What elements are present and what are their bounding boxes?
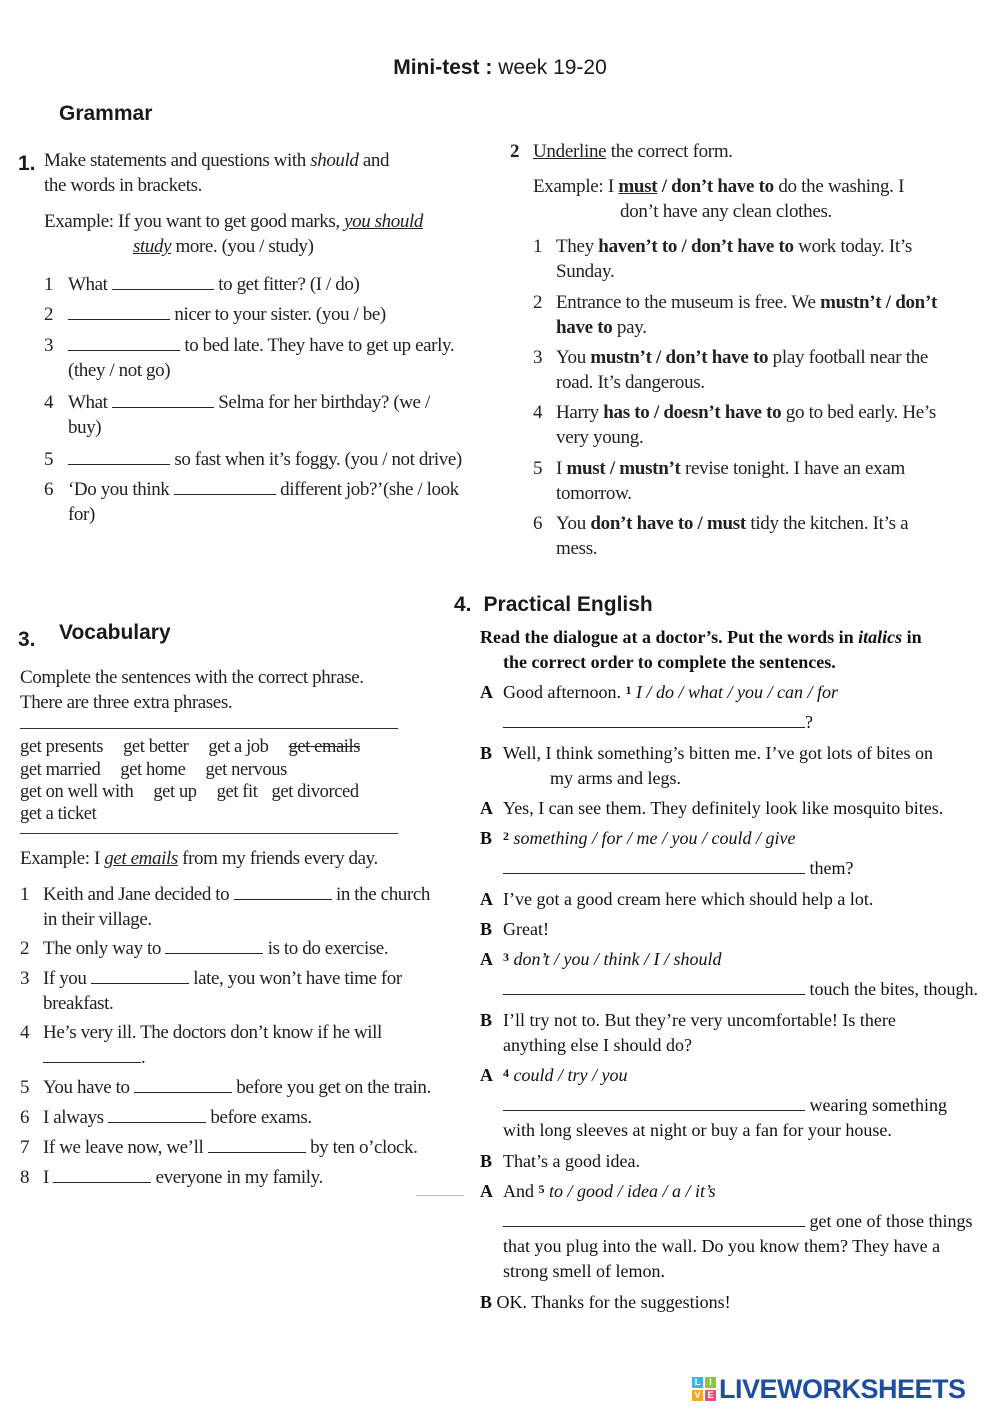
speaker-label: B (480, 828, 493, 848)
item-text: nicer to your sister. (you / be) (170, 304, 386, 325)
dialogue-line (503, 1181, 716, 1202)
logo-letter: I (705, 1377, 716, 1388)
item-number: 5 (20, 1077, 30, 1098)
exercise-4-heading (454, 593, 653, 617)
item-number: 3 (533, 347, 543, 368)
dialogue-gap-line (503, 712, 813, 733)
exercise-1-instructions (44, 150, 389, 172)
item-text: so fast when it’s foggy. (you / not drive) (170, 449, 462, 470)
dialogue-line: I’ll try not to. But they’re very uncomfortable! Is there (503, 1010, 896, 1030)
example-text: Example: If you want to get good marks, (44, 211, 345, 232)
example-answer: get emails (104, 848, 178, 869)
phrase-box-top-rule (20, 728, 398, 729)
item-text: everyone in my family. (151, 1167, 323, 1188)
liveworksheets-logo (692, 1374, 990, 1406)
exercise-3-instructions-line2: There are three extra phrases. (20, 692, 233, 713)
item-number: 5 (44, 449, 54, 470)
item-text: before exams. (206, 1107, 312, 1128)
dialogue-gap-line (503, 979, 978, 1000)
speaker-label: A (480, 1181, 493, 1201)
instr-text: Make statements and questions with (44, 150, 311, 171)
item-number: 4 (533, 402, 543, 423)
example-text: Example: I (533, 176, 619, 197)
speaker-label: A (480, 798, 493, 818)
gap-number: 3 (503, 950, 509, 964)
item-number: 3 (20, 968, 30, 989)
instr-underlined: Underline (533, 141, 607, 162)
speaker-label: B (480, 1151, 493, 1171)
example-text: from my friends every day. (177, 848, 378, 869)
jumbled-words: to / good / idea / a / it’s (544, 1181, 716, 1201)
item-number: 5 (533, 458, 543, 479)
item-text: different job?’(she / look (275, 479, 459, 500)
item-number: 1 (533, 236, 543, 257)
dialogue-text: touch the bites, though. (805, 979, 978, 999)
speaker-label: A (480, 682, 493, 702)
exercise-2-example-line2: don’t have any clean clothes. (620, 201, 833, 222)
item-text: by ten o’clock. (305, 1137, 418, 1158)
dialogue-text: And (503, 1181, 539, 1201)
exercise-1-instructions-line2: the words in brackets. (44, 175, 202, 196)
item-text: If we leave now, we’ll (43, 1137, 208, 1158)
instr-text: and (358, 150, 390, 171)
dialogue-line: Great! (503, 919, 549, 939)
example-answer: study (133, 236, 172, 257)
jumbled-words: something / for / me / you / could / give (509, 828, 796, 848)
exercise-3-number: 3. (18, 628, 36, 651)
item-text: in the church (331, 884, 430, 905)
logo-text: LIVEWORKSHEETS (719, 1374, 966, 1404)
answer-blank[interactable] (503, 712, 805, 728)
exercise-1-number: 1. (18, 152, 36, 175)
dialogue-line: strong smell of lemon. (503, 1261, 665, 1281)
jumbled-words: I / do / what / you / can / for (631, 682, 838, 702)
item-text: tidy the kitchen. It’s a (745, 513, 909, 534)
dialogue-line: Yes, I can see them. They definitely look like mosquito bites. (503, 798, 944, 818)
dialogue-text: wearing something (805, 1095, 947, 1115)
item-text: I (556, 458, 567, 479)
dialogue-text: them? (805, 858, 854, 878)
instr-text: Read the dialogue at a doctor’s. Put the words in (480, 627, 859, 647)
item-text: to bed late. They have to get up early. (180, 335, 455, 356)
answer-blank[interactable] (68, 335, 180, 351)
dialogue-line: I’ve got a good cream here which should help a lot. (503, 889, 874, 909)
item-text: in their village. (43, 909, 152, 930)
item-text: Sunday. (556, 261, 615, 282)
speaker-label: A (480, 949, 493, 969)
item-text: tomorrow. (556, 483, 632, 504)
dialogue-gap-line (503, 1211, 972, 1232)
dialogue-text: ? (805, 712, 813, 732)
answer-blank[interactable] (165, 938, 263, 954)
phrase: get better (123, 737, 189, 757)
dialogue-gap-line (503, 858, 853, 879)
grammar-heading: Grammar (59, 102, 153, 125)
dialogue-line: Well, I think something’s bitten me. I’ve got lots of bites on (503, 743, 933, 763)
item-text: They (556, 236, 599, 257)
exercise-3-instructions: Complete the sentences with the correct phrase. (20, 667, 364, 688)
item-options[interactable]: mustn’t / don’t have to (590, 347, 769, 368)
speaker-label: B (480, 1292, 493, 1312)
item-number: 1 (20, 884, 30, 905)
phrase: get up (153, 782, 197, 802)
dialogue-line: anything else I should do? (503, 1035, 692, 1055)
phrase: get married (20, 760, 101, 780)
phrase: get divorced (271, 782, 359, 802)
item-text: work today. It’s (793, 236, 912, 257)
item-text: Keith and Jane decided to (43, 884, 234, 905)
speaker-label: B (480, 919, 493, 939)
speaker-label: B (480, 743, 493, 763)
phrase-row (20, 782, 359, 803)
instr-em: italics (858, 627, 903, 647)
item-text: You (556, 347, 591, 368)
item-text: for) (68, 504, 95, 525)
item-text: road. It’s dangerous. (556, 372, 705, 393)
dialogue-text: OK. Thanks for the suggestions! (492, 1292, 731, 1312)
answer-blank[interactable] (208, 1137, 306, 1153)
item-options[interactable]: have to (556, 317, 613, 338)
item-text: If you (43, 968, 91, 989)
item-text: What (68, 392, 112, 413)
item-text: You have to (43, 1077, 134, 1098)
item-text: breakfast. (43, 993, 114, 1014)
item-text: Selma for her birthday? (we / (213, 392, 430, 413)
item-text: is to do exercise. (263, 938, 389, 959)
dialogue-text: get one of those things (805, 1211, 973, 1231)
gap-number: 1 (625, 683, 632, 697)
answer-blank[interactable] (91, 968, 189, 984)
item-text: before you get on the train. (231, 1077, 431, 1098)
dialogue-line (503, 828, 795, 849)
answer-blank[interactable] (108, 1107, 206, 1123)
page-title (0, 56, 1000, 80)
phrase: get presents (20, 737, 104, 757)
exercise-3-example (20, 848, 378, 870)
item-text: very young. (556, 427, 644, 448)
item-text: He’s very ill. The doctors don’t know if he will (43, 1022, 382, 1043)
dialogue-line: my arms and legs. (550, 768, 681, 788)
answer-blank[interactable] (134, 1077, 232, 1093)
answer-blank[interactable] (234, 884, 332, 900)
logo-letter: V (692, 1390, 703, 1401)
exercise-4-instructions-line2: the correct order to complete the sentences. (503, 652, 836, 672)
item-text: I always (43, 1107, 108, 1128)
phrase: get home (120, 760, 186, 780)
answer-blank[interactable] (53, 1167, 151, 1183)
separator-dash (416, 1195, 464, 1196)
item-number: 3 (44, 335, 54, 356)
item-number: 7 (20, 1137, 30, 1158)
item-options[interactable]: mustn’t / don’t (820, 292, 937, 313)
instr-text: the correct form. (606, 141, 733, 162)
title-bold: Mini-test : (393, 56, 493, 79)
exercise-4-instructions (480, 627, 922, 648)
example-slash: / (657, 176, 672, 197)
practical-english-heading: Practical English (483, 593, 653, 616)
example-answer: must (618, 176, 658, 197)
phrase: get a job (208, 737, 269, 757)
item-text: (they / not go) (68, 360, 171, 381)
phrase-row (20, 760, 287, 781)
item-text: mess. (556, 538, 598, 559)
item-text: I (43, 1167, 54, 1188)
phrase: get a ticket (20, 804, 97, 824)
answer-blank[interactable] (43, 1047, 141, 1063)
item-text: play football near the (768, 347, 929, 368)
phrase: get nervous (205, 760, 287, 780)
instr-em: should (310, 150, 359, 171)
phrase-row (20, 737, 360, 758)
gap-number: 2 (503, 829, 509, 843)
exercise-1-example (44, 211, 423, 233)
dialogue-line (503, 682, 838, 703)
jumbled-words: could / try / you (509, 1065, 628, 1085)
dialogue-text: Good afternoon. (503, 682, 626, 702)
logo-grid-icon (692, 1377, 716, 1401)
exercise-2-example (533, 176, 904, 198)
item-text: Entrance to the museum is free. We (556, 292, 821, 313)
phrase-crossed-out: get emails (288, 737, 361, 757)
answer-blank[interactable] (68, 449, 170, 465)
item-text: go to bed early. He’s (781, 402, 937, 423)
item-text: Harry (556, 402, 604, 423)
example-answer: you should (344, 211, 423, 232)
example-option: don’t have to (671, 176, 774, 197)
item-text: What (68, 274, 112, 295)
item-number: 2 (44, 304, 54, 325)
dialogue-line: that you plug into the wall. Do you know them? They have a (503, 1236, 941, 1256)
dialogue-line (480, 1292, 731, 1313)
item-text: pay. (612, 317, 647, 338)
item-text: to get fitter? (I / do) (213, 274, 360, 295)
answer-blank[interactable] (68, 304, 170, 320)
answer-blank[interactable] (503, 979, 805, 995)
phrase: get fit (216, 782, 258, 802)
item-text: buy) (68, 417, 102, 438)
dialogue-line: That’s a good idea. (503, 1151, 640, 1171)
exercise-2-instructions (533, 141, 733, 163)
phrase: get on well with (20, 782, 134, 802)
item-number: 4 (20, 1022, 30, 1043)
example-text: more. (you / study) (171, 236, 314, 257)
vocabulary-heading: Vocabulary (59, 621, 171, 644)
dialogue-line (503, 1065, 627, 1086)
item-text: revise tonight. I have an exam (680, 458, 905, 479)
item-number: 6 (533, 513, 543, 534)
item-options[interactable]: don’t have to / must (590, 513, 746, 534)
dialogue-line: with long sleeves at night or buy a fan for your house. (503, 1120, 892, 1140)
item-number: 8 (20, 1167, 30, 1188)
item-number: 2 (20, 938, 30, 959)
dialogue-gap-line (503, 1095, 947, 1116)
item-text: ‘Do you think (68, 479, 174, 500)
answer-blank[interactable] (503, 1211, 805, 1227)
item-text: The only way to (43, 938, 166, 959)
instr-text: in (902, 627, 922, 647)
phrase-box-bottom-rule (20, 833, 398, 834)
example-text: do the washing. I (773, 176, 905, 197)
gap-number: 4 (503, 1066, 509, 1080)
item-options[interactable]: must / mustn’t (566, 458, 681, 479)
item-text: late, you won’t have time for (188, 968, 402, 989)
gap-number: 5 (538, 1182, 545, 1196)
answer-blank[interactable] (112, 274, 214, 290)
example-text: Example: I (20, 848, 105, 869)
answer-blank[interactable] (503, 858, 805, 874)
item-options[interactable]: haven’t to / don’t have to (598, 236, 794, 257)
exercise-4-number: 4. (454, 593, 472, 616)
speaker-label: A (480, 1065, 493, 1085)
speaker-label: A (480, 889, 493, 909)
answer-blank[interactable] (174, 479, 276, 495)
item-options[interactable]: has to / doesn’t have to (603, 402, 782, 423)
dialogue-line (503, 949, 721, 970)
jumbled-words: don’t / you / think / I / should (509, 949, 722, 969)
exercise-2-number: 2 (510, 141, 520, 162)
phrase-row (20, 804, 96, 825)
item-number: 6 (20, 1107, 30, 1128)
logo-letter: E (705, 1390, 716, 1401)
item-text: . (141, 1047, 146, 1068)
title-rest: week 19-20 (492, 56, 607, 79)
item-number: 6 (44, 479, 54, 500)
exercise-1-example-line2 (133, 236, 314, 258)
answer-blank[interactable] (112, 392, 214, 408)
item-text: You (556, 513, 591, 534)
item-number: 4 (44, 392, 54, 413)
item-number: 1 (44, 274, 54, 295)
answer-blank[interactable] (503, 1095, 805, 1111)
logo-letter: L (692, 1377, 703, 1388)
item-number: 2 (533, 292, 543, 313)
speaker-label: B (480, 1010, 493, 1030)
